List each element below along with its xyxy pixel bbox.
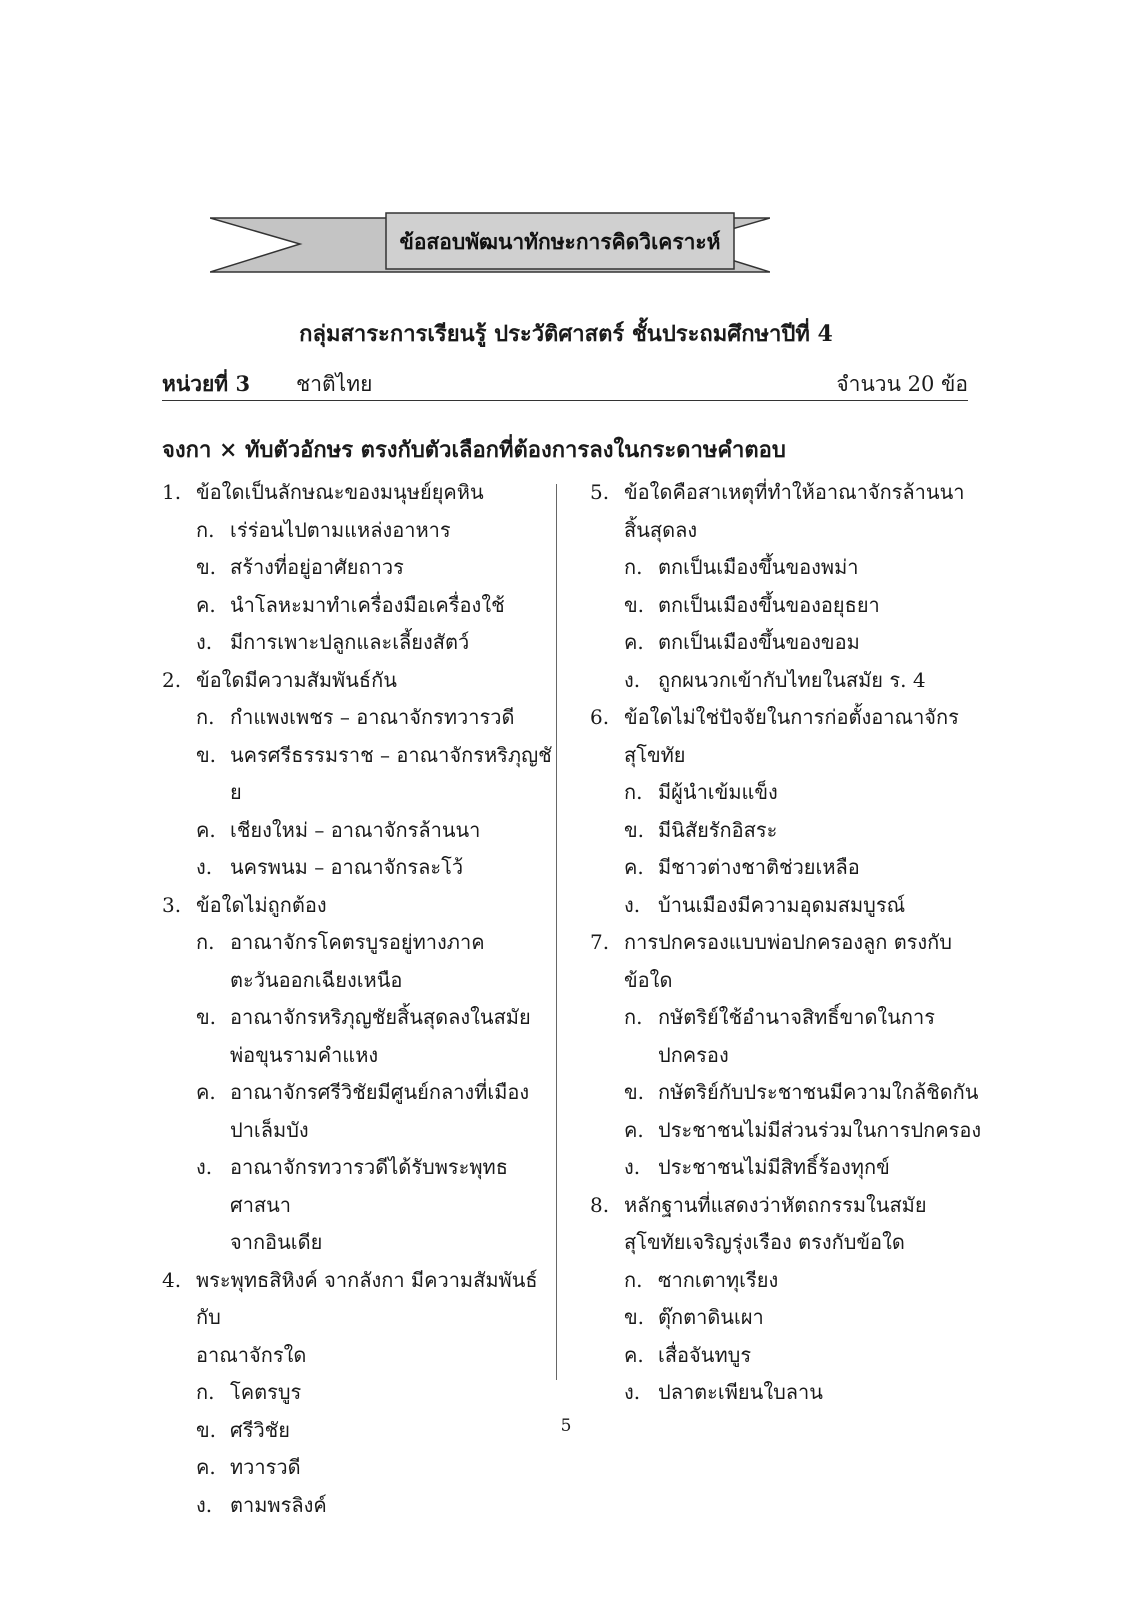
question-item	[590, 699, 990, 774]
option-text	[658, 774, 778, 812]
option-text	[658, 624, 860, 662]
question-text	[196, 1262, 562, 1375]
question-number: 5.	[590, 480, 610, 504]
option-letter: ข.	[624, 1305, 645, 1329]
option-text	[230, 1449, 301, 1487]
option-text-line: มีการเพาะปลูกและเลี้ยงสัตว์	[230, 630, 470, 654]
option-text-line: อาณาจักรหริภุญชัยสิ้นสุดลงในสมัย	[230, 1005, 531, 1029]
answer-option	[590, 1074, 990, 1112]
option-text	[230, 999, 531, 1074]
option-text	[658, 887, 905, 925]
column-divider	[556, 484, 557, 1380]
question-text-line: พระพุทธสิหิงค์ จากลังกา มีความสัมพันธ์กับ	[196, 1267, 538, 1329]
option-letter: ข.	[624, 592, 645, 617]
question-text	[624, 699, 959, 774]
option-text-line: อาณาจักรทวารวดีได้รับพระพุทธศาสนา	[230, 1155, 508, 1217]
option-letter: ค.	[624, 630, 644, 654]
page-number: 5	[560, 1416, 572, 1436]
question-text	[624, 924, 952, 999]
option-text	[230, 812, 480, 850]
option-text-line: ประชาชนไม่มีสิทธิ์ร้องทุกข์	[658, 1155, 890, 1179]
question-text-line: หลักฐานที่แสดงว่าหัตถกรรมในสมัย	[624, 1192, 927, 1217]
option-text-line: ทวารวดี	[230, 1455, 301, 1479]
option-text	[658, 812, 777, 850]
option-letter: ง.	[196, 1155, 213, 1179]
option-text	[658, 1074, 978, 1112]
question-text-line: สุโขทัยเจริญรุ่งเรือง ตรงกับข้อใด	[624, 1230, 905, 1254]
answer-option	[590, 549, 990, 587]
option-text-line: อาณาจักรโคตรบูรอยู่ทางภาค	[230, 930, 485, 954]
option-text	[658, 662, 926, 700]
answer-option	[162, 737, 562, 812]
question-text-line: ข้อใดไม่ถูกต้อง	[196, 892, 327, 917]
option-letter: ข.	[196, 1417, 217, 1442]
option-text-line: ปลาตะเพียนใบลาน	[658, 1380, 823, 1404]
question-text-line: สิ้นสุดลง	[624, 517, 698, 542]
option-text	[658, 849, 860, 887]
option-text	[230, 587, 505, 625]
option-text-line: ตะวันออกเฉียงเหนือ	[230, 967, 403, 992]
option-text	[230, 699, 514, 737]
question-text-line: อาณาจักรใด	[196, 1342, 307, 1367]
option-letter: ก.	[196, 705, 215, 729]
option-letter: ข.	[196, 1005, 217, 1029]
option-text-line: ปาเล็มบัง	[230, 1117, 309, 1142]
answer-option	[162, 549, 562, 587]
title-banner	[210, 212, 770, 292]
question-number: 6.	[590, 705, 610, 729]
question-number: 7.	[590, 930, 610, 954]
option-text-line: ตกเป็นเมืองขึ้นของอยุธยา	[658, 592, 880, 617]
question-number: 3.	[162, 892, 182, 917]
option-text-line: ซากเตาทุเรียง	[658, 1267, 779, 1292]
answer-option	[590, 662, 990, 700]
question-number: 4.	[162, 1267, 182, 1292]
option-letter: ค.	[196, 592, 216, 617]
instruction: จงกา × ทับตัวอักษร ตรงกับตัวเลือกที่ต้องการลงในกระดาษคำตอบ	[162, 437, 786, 463]
answer-option	[162, 1449, 562, 1487]
question-item	[590, 474, 990, 549]
option-letter: ง.	[624, 667, 641, 692]
option-text-line: ถูกผนวกเข้ากับไทยในสมัย ร. 4	[658, 667, 926, 692]
option-text	[230, 1074, 529, 1149]
answer-option	[162, 624, 562, 662]
option-letter: ง.	[624, 1380, 641, 1404]
option-letter: ก.	[624, 555, 643, 579]
option-text-line: อาณาจักรศรีวิชัยมีศูนย์กลางที่เมือง	[230, 1080, 530, 1104]
question-text-line: ข้อใด	[624, 967, 673, 992]
option-text-line: นครพนม – อาณาจักรละโว้	[230, 855, 464, 879]
option-text	[658, 1149, 890, 1187]
option-text-line: มีผู้นำเข้มแข็ง	[658, 780, 778, 804]
answer-option	[590, 624, 990, 662]
option-text-line: เร่ร่อนไปตามแหล่งอาหาร	[230, 517, 451, 542]
question-text	[196, 474, 484, 512]
question-item	[162, 1262, 562, 1375]
option-text	[658, 1337, 751, 1375]
unit-row	[162, 364, 968, 401]
unit-name: ชาติไทย	[296, 372, 373, 396]
option-text-line: นำโลหะมาทำเครื่องมือเครื่องใช้	[230, 592, 505, 617]
answer-option	[162, 999, 562, 1074]
option-letter: ง.	[196, 855, 213, 879]
option-letter: ก.	[624, 1005, 643, 1029]
answer-option	[590, 849, 990, 887]
option-text	[658, 549, 859, 587]
option-text	[230, 1487, 327, 1525]
option-text-line: มีชาวต่างชาติช่วยเหลือ	[658, 855, 860, 879]
question-item	[162, 474, 562, 512]
option-text-line: กษัตริย์ใช้อำนาจสิทธิ์ขาดในการ	[658, 1005, 935, 1029]
answer-option	[590, 1149, 990, 1187]
banner-title: ข้อสอบพัฒนาทักษะการคิดวิเคราะห์	[399, 229, 721, 254]
question-text-line: ข้อใดมีความสัมพันธ์กัน	[196, 667, 397, 692]
question-number: 8.	[590, 1192, 610, 1217]
option-letter: ข.	[624, 817, 645, 842]
option-text-line: เชียงใหม่ – อาณาจักรล้านนา	[230, 817, 481, 842]
option-text-line: เสื่อจันทบูร	[658, 1342, 752, 1367]
left-question-column	[162, 474, 562, 1524]
question-text	[196, 887, 327, 925]
option-letter: ค.	[624, 1117, 644, 1142]
option-text-line: ตกเป็นเมืองขึ้นของขอม	[658, 630, 860, 654]
option-text-line: จากอินเดีย	[230, 1230, 323, 1254]
question-text	[196, 662, 397, 700]
option-text	[230, 1374, 301, 1412]
answer-option	[162, 1149, 562, 1262]
unit-label: หน่วยที่ 3	[162, 371, 251, 396]
option-letter: ก.	[196, 517, 215, 542]
question-item	[590, 924, 990, 999]
answer-option	[162, 812, 562, 850]
option-text-line: มีนิสัยรักอิสระ	[658, 817, 778, 842]
question-text-line: ข้อใดเป็นลักษณะของมนุษย์ยุคหิน	[196, 480, 484, 504]
option-text-line: กำแพงเพชร – อาณาจักรทวารวดี	[230, 705, 515, 729]
option-text-line: ตามพรลิงค์	[230, 1492, 327, 1517]
answer-option	[590, 1299, 990, 1337]
question-text	[624, 474, 964, 549]
option-text	[658, 1299, 764, 1337]
option-text	[658, 1262, 778, 1300]
option-text-line: ปกครอง	[658, 1042, 729, 1067]
option-text-line: ประชาชนไม่มีส่วนร่วมในการปกครอง	[658, 1117, 982, 1142]
option-text	[230, 549, 404, 587]
answer-option	[590, 774, 990, 812]
answer-option	[162, 1487, 562, 1525]
question-item	[162, 887, 562, 925]
right-question-column	[590, 474, 990, 1412]
option-text	[230, 924, 485, 999]
answer-option	[162, 512, 562, 550]
answer-option	[162, 924, 562, 999]
answer-option	[162, 587, 562, 625]
option-letter: ค.	[196, 1080, 216, 1104]
question-text-line: ข้อใดคือสาเหตุที่ทำให้อาณาจักรล้านนา	[624, 480, 965, 504]
answer-option	[590, 999, 990, 1074]
question-text-line: ข้อใดไม่ใช่ปัจจัยในการก่อตั้งอาณาจักร	[624, 705, 959, 729]
option-letter: ข.	[196, 555, 217, 579]
option-text	[658, 587, 880, 625]
answer-option	[162, 1074, 562, 1149]
subject-line: กลุ่มสาระการเรียนรู้ ประวัติศาสตร์ ชั้นประถมศึกษาปีที่ 4	[299, 321, 833, 347]
answer-option	[590, 1112, 990, 1150]
question-text	[624, 1187, 927, 1262]
question-text-line: การปกครองแบบพ่อปกครองลูก ตรงกับ	[624, 930, 952, 954]
option-letter: ก.	[196, 930, 215, 954]
question-count: จำนวน 20 ข้อ	[836, 372, 968, 396]
answer-option	[590, 587, 990, 625]
answer-option	[162, 1374, 562, 1412]
option-text	[658, 1112, 981, 1150]
option-letter: ข.	[624, 1080, 645, 1104]
answer-option	[162, 849, 562, 887]
option-letter: ก.	[624, 1267, 643, 1292]
option-letter: ก.	[624, 780, 643, 804]
option-letter: ค.	[624, 1342, 644, 1367]
option-text	[658, 999, 935, 1074]
option-text	[230, 512, 451, 550]
question-text-line: สุโขทัย	[624, 742, 686, 767]
option-text-line: บ้านเมืองมีความอุดมสมบูรณ์	[658, 892, 906, 917]
option-text	[230, 1149, 562, 1262]
answer-option	[590, 1262, 990, 1300]
option-text-line: นครศรีธรรมราช – อาณาจักรหริภุญชัย	[230, 742, 552, 804]
answer-option	[590, 812, 990, 850]
option-text-line: ศรีวิชัย	[230, 1417, 290, 1442]
question-number: 2.	[162, 667, 182, 692]
question-number: 1.	[162, 480, 182, 504]
option-text	[230, 849, 463, 887]
option-letter: ง.	[624, 1155, 641, 1179]
option-letter: ง.	[196, 1492, 213, 1517]
option-letter: ก.	[196, 1380, 215, 1404]
option-letter: ค.	[624, 855, 644, 879]
option-text-line: สร้างที่อยู่อาศัยถาวร	[230, 555, 404, 579]
answer-option	[162, 699, 562, 737]
option-text	[230, 624, 469, 662]
option-letter: ง.	[624, 892, 641, 917]
option-text-line: พ่อขุนรามคำแหง	[230, 1042, 379, 1067]
answer-option	[590, 887, 990, 925]
option-text-line: ตกเป็นเมืองขึ้นของพม่า	[658, 555, 859, 579]
option-letter: ค.	[196, 1455, 216, 1479]
option-letter: ค.	[196, 817, 216, 842]
answer-option	[590, 1374, 990, 1412]
answer-option	[590, 1337, 990, 1375]
option-text-line: โคตรบูร	[230, 1380, 302, 1404]
option-text-line: ตุ๊กตาดินเผา	[658, 1305, 764, 1329]
question-item	[162, 662, 562, 700]
option-text-line: กษัตริย์กับประชาชนมีความใกล้ชิดกัน	[658, 1080, 979, 1104]
option-text	[230, 737, 562, 812]
option-text	[658, 1374, 823, 1412]
option-letter: ง.	[196, 630, 213, 654]
question-item	[590, 1187, 990, 1262]
option-letter: ข.	[196, 742, 217, 767]
